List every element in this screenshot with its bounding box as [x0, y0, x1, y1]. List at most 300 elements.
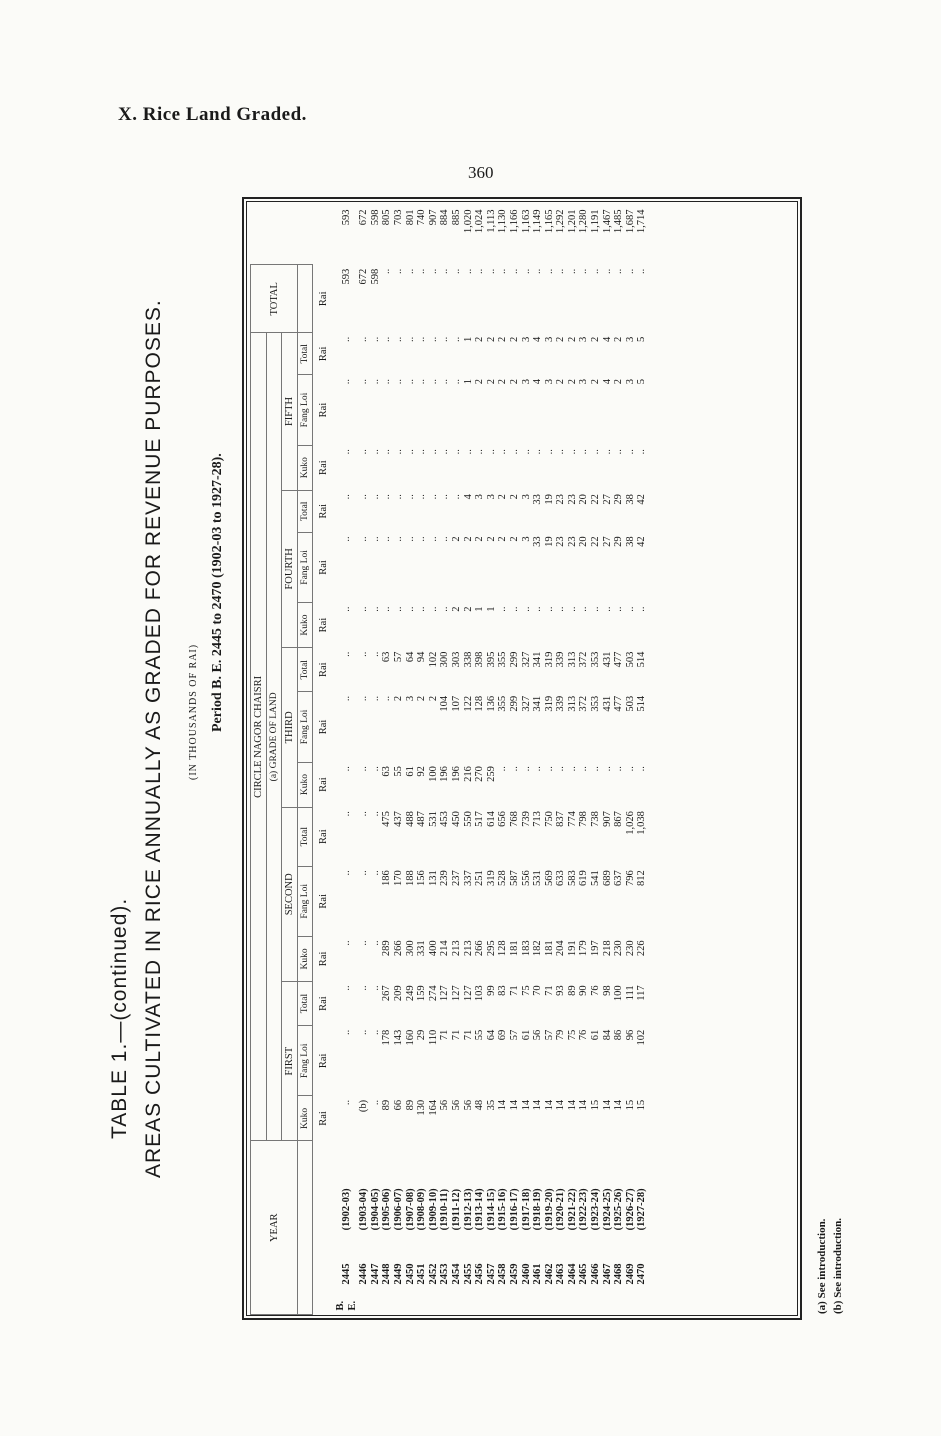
value-cell: 2 — [590, 378, 602, 385]
value-cell: .. — [358, 378, 370, 385]
value-cell: 239 — [439, 870, 451, 886]
page-number: 360 — [468, 163, 494, 182]
grade-group-1: FIRST — [282, 981, 298, 1141]
value-cell: 556 — [520, 870, 532, 886]
value-cell: .. — [590, 449, 602, 455]
value-cell: 14 — [508, 1099, 520, 1111]
value-cell: 583 — [566, 870, 578, 886]
value-cell: 92 — [416, 766, 428, 777]
value-cell: .. — [381, 536, 393, 542]
value-cell: 299 — [508, 695, 520, 712]
value-cell: 55 — [474, 1029, 486, 1041]
value-cell: 372 — [578, 651, 590, 668]
value-cell: 598 — [369, 209, 381, 226]
value-cell: .. — [369, 494, 381, 500]
value-cell: 598 — [369, 268, 381, 285]
value-cell: .. — [340, 1029, 352, 1035]
era-cell — [463, 1289, 475, 1315]
value-cell: .. — [566, 606, 578, 612]
value-cell: .. — [358, 651, 370, 657]
value-cell: .. — [427, 606, 439, 612]
value-cell: .. — [392, 268, 404, 275]
value-cell: 111 — [624, 985, 636, 1001]
value-cell: 117 — [636, 985, 648, 1001]
value-cell: 63 — [381, 766, 393, 777]
value-cell: 35 — [485, 1099, 497, 1111]
value-cell: .. — [636, 606, 648, 612]
grade-group-2: SECOND — [282, 807, 298, 981]
value-cell: 2 — [485, 536, 497, 542]
value-cell: .. — [555, 268, 567, 275]
value-cell: 5 — [636, 336, 648, 342]
value-cell: .. — [358, 940, 370, 946]
value-cell: 2 — [508, 494, 520, 500]
value-cell: 14 — [601, 1099, 613, 1111]
value-cell: 213 — [450, 940, 462, 957]
value-cell: .. — [404, 378, 416, 385]
value-cell: .. — [555, 606, 567, 612]
value-cell: .. — [439, 606, 451, 612]
value-cell: .. — [340, 985, 352, 991]
value-cell: .. — [340, 695, 352, 702]
be-year-cell: 2468 — [613, 1263, 625, 1285]
value-cell: .. — [624, 606, 636, 612]
table-row — [428, 206, 440, 1315]
value-cell: 798 — [578, 811, 590, 827]
value-cell: 517 — [474, 811, 486, 827]
value-cell: 614 — [485, 811, 497, 827]
ad-year-cell: (1925-26) — [613, 1188, 625, 1231]
be-year-cell: 2470 — [636, 1263, 648, 1285]
value-cell: 14 — [520, 1099, 532, 1111]
table-row — [474, 206, 486, 1315]
value-cell: 477 — [613, 695, 625, 712]
total-header: TOTAL — [251, 265, 298, 333]
value-cell: 5 — [636, 378, 648, 385]
table-row — [509, 206, 521, 1315]
unit-cell: Rai — [318, 996, 330, 1011]
value-cell: 593 — [340, 268, 352, 285]
table-row — [578, 206, 590, 1315]
value-cell: 27 — [601, 494, 613, 505]
value-cell: .. — [358, 336, 370, 342]
be-year-cell: 2448 — [381, 1263, 393, 1285]
value-cell: 569 — [543, 870, 555, 886]
value-cell: .. — [439, 336, 451, 342]
value-cell: 738 — [590, 811, 602, 827]
be-year-cell: 2446 — [358, 1263, 370, 1285]
value-cell: 29 — [613, 536, 625, 547]
value-cell: 29 — [613, 494, 625, 505]
value-cell: .. — [369, 651, 381, 657]
value-cell: .. — [369, 378, 381, 385]
era-cell: B. E. — [335, 1300, 358, 1311]
value-cell: 164 — [427, 1099, 439, 1116]
value-cell: 450 — [450, 811, 462, 827]
table-title: TABLE 1.—(continued). — [108, 897, 131, 1139]
value-cell: .. — [340, 336, 352, 342]
value-cell: 110 — [427, 1029, 439, 1046]
value-cell: .. — [358, 1029, 370, 1035]
value-cell: 48 — [474, 1099, 486, 1111]
value-cell: 353 — [590, 695, 602, 712]
ad-year-cell: (1906-07) — [392, 1188, 404, 1231]
value-cell: .. — [497, 606, 509, 612]
section-title: X. Rice Land Graded. — [118, 104, 307, 125]
value-cell: 196 — [450, 766, 462, 782]
value-cell: 181 — [543, 940, 555, 957]
value-cell: 75 — [566, 1029, 578, 1041]
value-cell: 71 — [439, 1029, 451, 1041]
value-cell: 796 — [624, 870, 636, 886]
value-cell: 1,280 — [578, 209, 590, 234]
value-cell: 71 — [450, 1029, 462, 1041]
be-year-cell: 2457 — [485, 1263, 497, 1285]
value-cell: .. — [340, 494, 352, 500]
table-row — [381, 206, 393, 1315]
value-cell: 14 — [555, 1099, 567, 1111]
value-cell: 503 — [624, 695, 636, 712]
value-cell: 1,149 — [532, 209, 544, 234]
value-cell: .. — [358, 695, 370, 702]
value-cell: .. — [369, 940, 381, 946]
value-cell: 477 — [613, 651, 625, 668]
era-cell — [509, 1289, 521, 1315]
value-cell: 259 — [485, 766, 497, 782]
value-cell: 331 — [416, 940, 428, 957]
unit-cell: Rai — [318, 777, 330, 792]
value-cell: .. — [613, 449, 625, 455]
value-cell: .. — [369, 811, 381, 817]
unit-cell: Rai — [318, 291, 330, 307]
table-row — [497, 206, 509, 1315]
ad-year-cell: (1915-16) — [497, 1188, 509, 1231]
era-cell — [555, 1289, 567, 1315]
value-cell: 1,163 — [520, 209, 532, 234]
grade-header: (a) GRADE OF LAND — [267, 333, 282, 1141]
value-cell: .. — [520, 766, 532, 772]
value-cell: 3 — [624, 336, 636, 342]
value-cell: .. — [427, 494, 439, 500]
value-cell: .. — [613, 766, 625, 772]
value-cell: 3 — [624, 378, 636, 385]
value-cell: 2 — [555, 336, 567, 342]
unit-cell: Rai — [318, 1111, 330, 1126]
circle-header: CIRCLE NAGOR CHAISRI — [251, 333, 267, 1141]
value-cell: .. — [416, 268, 428, 275]
value-cell: .. — [462, 449, 474, 455]
value-cell: 2 — [555, 378, 567, 385]
era-cell — [613, 1289, 625, 1315]
value-cell: 23 — [555, 536, 567, 547]
value-cell: 303 — [450, 651, 462, 668]
sub-header-3-2: Fang Loi — [298, 692, 313, 762]
value-cell: .. — [450, 494, 462, 500]
value-cell: 2 — [450, 536, 462, 542]
value-cell: 884 — [439, 209, 451, 226]
value-cell: 907 — [601, 811, 613, 827]
value-cell: .. — [369, 870, 381, 876]
era-cell — [497, 1289, 509, 1315]
unit-cell: Rai — [318, 829, 330, 844]
table-row — [567, 206, 579, 1315]
unit-cell: Rai — [318, 719, 330, 735]
unit-cell: Rai — [318, 346, 330, 362]
be-year-cell: 2463 — [555, 1263, 567, 1285]
table-row — [416, 206, 428, 1315]
era-cell — [393, 1289, 405, 1315]
value-cell: 319 — [485, 870, 497, 886]
value-cell: 93 — [555, 985, 567, 996]
table-subtitle: AREAS CULTIVATED IN RICE ANNUALLY AS GRADED FOR REVENUE PURPOSES. — [142, 299, 165, 1178]
era-cell — [625, 1289, 637, 1315]
be-year-cell: 2465 — [578, 1263, 590, 1285]
value-cell: 57 — [543, 1029, 555, 1041]
value-cell: .. — [450, 336, 462, 342]
value-cell: .. — [566, 268, 578, 275]
value-cell: 514 — [636, 651, 648, 668]
be-year-cell: 2469 — [624, 1263, 636, 1285]
value-cell: 128 — [497, 940, 509, 957]
value-cell: 1,166 — [508, 209, 520, 234]
value-cell: 197 — [590, 940, 602, 957]
value-cell: 885 — [450, 209, 462, 226]
value-cell: 89 — [381, 1099, 393, 1111]
value-cell: .. — [392, 449, 404, 455]
ad-year-cell: (1910-11) — [439, 1188, 451, 1231]
table-row — [439, 206, 451, 1315]
value-cell: 656 — [497, 811, 509, 827]
value-cell: 3 — [520, 494, 532, 500]
value-cell: 355 — [497, 651, 509, 668]
value-cell: .. — [543, 766, 555, 772]
value-cell: 274 — [427, 985, 439, 1002]
value-cell: 740 — [416, 209, 428, 226]
value-cell: .. — [485, 268, 497, 275]
grade-group-5: FIFTH — [282, 333, 298, 490]
value-cell: .. — [340, 536, 352, 542]
era-cell — [370, 1289, 382, 1315]
grade-group-4: FOURTH — [282, 490, 298, 647]
value-cell: .. — [392, 378, 404, 385]
table-row — [544, 206, 556, 1315]
ad-year-cell: (1921-22) — [566, 1188, 578, 1231]
value-cell: 213 — [462, 940, 474, 957]
table-row — [636, 206, 648, 1315]
value-cell: 79 — [555, 1029, 567, 1041]
value-cell: 61 — [590, 1029, 602, 1041]
era-cell — [602, 1289, 614, 1315]
value-cell: 2 — [427, 695, 439, 702]
be-year-cell: 2445 — [340, 1263, 352, 1285]
value-cell: 122 — [462, 695, 474, 712]
value-cell: .. — [404, 336, 416, 342]
value-cell: 22 — [590, 494, 602, 505]
sub-header-blank — [298, 1141, 313, 1315]
value-cell: 159 — [416, 985, 428, 1002]
value-cell: .. — [601, 449, 613, 455]
sub-header-3-3: Total — [298, 648, 313, 692]
value-cell: 186 — [381, 870, 393, 886]
value-cell: 71 — [462, 1029, 474, 1041]
value-cell: .. — [474, 268, 486, 275]
value-cell: .. — [532, 449, 544, 455]
value-cell: .. — [358, 985, 370, 991]
be-year-cell: 2460 — [520, 1263, 532, 1285]
value-cell: 196 — [439, 766, 451, 782]
value-cell: 15 — [636, 1099, 648, 1111]
value-cell: .. — [508, 606, 520, 612]
ad-year-cell: (1927-28) — [636, 1188, 648, 1231]
value-cell: 514 — [636, 695, 648, 712]
value-cell: 339 — [555, 695, 567, 712]
value-cell: 64 — [404, 651, 416, 663]
value-cell: 14 — [497, 1099, 509, 1111]
value-cell: 319 — [543, 695, 555, 712]
value-cell: .. — [636, 449, 648, 455]
unit-cell: Rai — [318, 893, 330, 909]
value-cell: .. — [340, 766, 352, 772]
value-cell: .. — [508, 268, 520, 275]
value-cell: 453 — [439, 811, 451, 827]
value-cell: 230 — [624, 940, 636, 957]
value-cell: 214 — [439, 940, 451, 957]
value-cell: 313 — [566, 695, 578, 712]
era-cell — [358, 1289, 370, 1315]
value-cell: 183 — [520, 940, 532, 957]
value-cell: 42 — [636, 536, 648, 547]
value-cell: 226 — [636, 940, 648, 957]
value-cell: .. — [624, 766, 636, 772]
sub-header-1-1: Kuko — [298, 1096, 313, 1141]
value-cell: 4 — [462, 494, 474, 500]
value-cell: 216 — [462, 766, 474, 782]
table-row — [602, 206, 614, 1315]
footnote-a: (a) See introduction. — [816, 1218, 828, 1314]
era-cell — [486, 1289, 498, 1315]
era-cell — [544, 1289, 556, 1315]
value-cell: .. — [601, 606, 613, 612]
value-cell: .. — [590, 268, 602, 275]
ad-year-cell: (1902-03) — [340, 1188, 352, 1231]
value-cell: .. — [485, 449, 497, 455]
value-cell: 94 — [416, 651, 428, 663]
value-cell: 550 — [462, 811, 474, 827]
value-cell: 182 — [532, 940, 544, 957]
era-cell — [439, 1289, 451, 1315]
value-cell: .. — [392, 606, 404, 612]
value-cell: 270 — [474, 766, 486, 782]
ad-year-cell: (1908-09) — [416, 1188, 428, 1231]
value-cell: 127 — [450, 985, 462, 1002]
value-cell: 3 — [543, 378, 555, 385]
value-cell: .. — [555, 766, 567, 772]
value-cell: .. — [416, 494, 428, 500]
value-cell: 1,165 — [543, 209, 555, 234]
be-year-cell: 2450 — [404, 1263, 416, 1285]
value-cell: 29 — [416, 1029, 428, 1041]
value-cell: .. — [636, 268, 648, 275]
value-cell: 188 — [404, 870, 416, 886]
value-cell: 593 — [340, 209, 352, 226]
unit-cell: Rai — [318, 503, 330, 519]
value-cell: 266 — [474, 940, 486, 957]
value-cell: 128 — [474, 695, 486, 712]
era-cell — [532, 1289, 544, 1315]
value-cell: .. — [404, 268, 416, 275]
ad-year-cell: (1917-18) — [520, 1188, 532, 1231]
be-year-cell: 2467 — [601, 1263, 613, 1285]
value-cell: 14 — [613, 1099, 625, 1111]
value-cell: .. — [427, 378, 439, 385]
value-cell: 341 — [532, 651, 544, 668]
value-cell: 14 — [532, 1099, 544, 1111]
value-cell: .. — [369, 766, 381, 772]
value-cell: 1,020 — [462, 209, 474, 234]
value-cell: .. — [358, 811, 370, 817]
value-cell: .. — [404, 449, 416, 455]
value-cell: 70 — [532, 985, 544, 996]
value-cell: 4 — [601, 378, 613, 385]
value-cell: 100 — [613, 985, 625, 1002]
value-cell: 672 — [358, 268, 370, 285]
sub-header-3-1: Kuko — [298, 762, 313, 807]
value-cell: 204 — [555, 940, 567, 957]
value-cell: 1 — [474, 606, 486, 612]
value-cell: 395 — [485, 651, 497, 668]
value-cell: 237 — [450, 870, 462, 886]
value-cell: .. — [450, 449, 462, 455]
unit-cell: Rai — [318, 617, 330, 633]
value-cell: 170 — [392, 870, 404, 886]
ad-year-cell: (1926-27) — [624, 1188, 636, 1231]
value-cell: 42 — [636, 494, 648, 505]
ad-year-cell: (1903-04) — [358, 1188, 370, 1231]
value-cell: .. — [340, 651, 352, 657]
value-cell: 1 — [462, 378, 474, 385]
table-row — [358, 206, 370, 1315]
value-cell: 531 — [427, 811, 439, 827]
value-cell: 528 — [497, 870, 509, 886]
value-cell: 1,714 — [636, 209, 648, 234]
value-cell: .. — [416, 449, 428, 455]
ad-year-cell: (1914-15) — [485, 1188, 497, 1231]
value-cell: 102 — [636, 1029, 648, 1046]
value-cell: 136 — [485, 695, 497, 712]
era-cell — [474, 1289, 486, 1315]
value-cell: 531 — [532, 870, 544, 886]
value-cell: 2 — [590, 336, 602, 342]
value-cell: 3 — [520, 336, 532, 342]
value-cell: 3 — [520, 536, 532, 542]
value-cell: 313 — [566, 651, 578, 668]
era-cell — [578, 1289, 590, 1315]
value-cell: 703 — [392, 209, 404, 226]
sub-header-4-3: Total — [298, 490, 313, 532]
table-row — [590, 206, 602, 1315]
value-cell: 156 — [416, 870, 428, 886]
value-cell: 61 — [520, 1029, 532, 1041]
table-row — [486, 206, 498, 1315]
value-cell: 637 — [613, 870, 625, 886]
value-cell: 1,026 — [624, 811, 636, 835]
value-cell: 64 — [485, 1029, 497, 1041]
unit-cell: Rai — [318, 460, 330, 475]
value-cell: 4 — [532, 378, 544, 385]
value-cell: 633 — [555, 870, 567, 886]
value-cell: .. — [358, 870, 370, 876]
value-cell: .. — [340, 378, 352, 385]
